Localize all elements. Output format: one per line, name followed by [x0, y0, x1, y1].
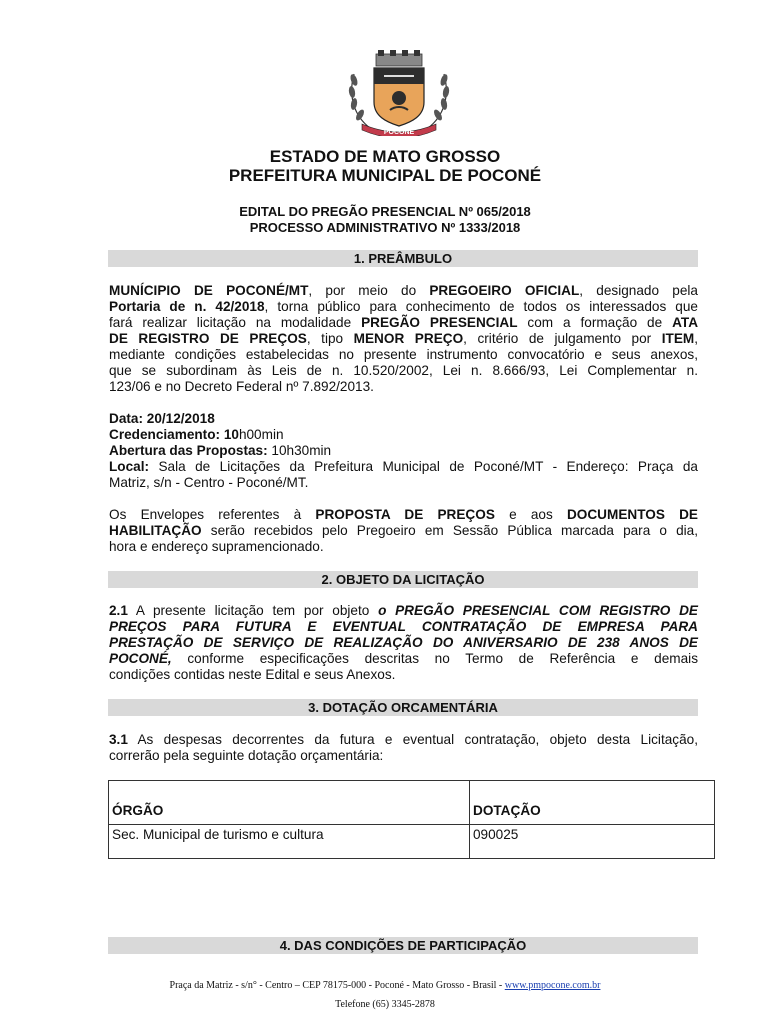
table-header-orgao: ÓRGÃO — [109, 781, 470, 825]
local-line-2: Matriz, s/n - Centro - Poconé/MT. — [109, 475, 309, 490]
dotacao-line: 3.1 As despesas decorrentes da futura e eventual contratação, objeto desta Licitação, — [109, 732, 698, 747]
section-heading-dotacao: 3. DOTAÇÃO ORCAMENTÁRIA — [108, 699, 698, 716]
preambulo-line: MUNÍCIPIO DE POCONÉ/MT, por meio do PREGOEIRO OFICIAL, designado pela — [109, 283, 698, 298]
section-heading-preambulo: 1. PREÂMBULO — [108, 250, 698, 267]
envelopes-line: HABILITAÇÃO serão recebidos pelo Pregoeiro em Sessão Pública marcada para o dia, — [109, 523, 698, 538]
section-heading-condicoes: 4. DAS CONDIÇÕES DE PARTICIPAÇÃO — [108, 937, 698, 954]
envelopes-line: Os Envelopes referentes à PROPOSTA DE PREÇOS e aos DOCUMENTOS DE — [109, 507, 698, 522]
processo-title: PROCESSO ADMINISTRATIVO Nº 1333/2018 — [249, 220, 521, 235]
footer-phone: Telefone (65) 3345-2878 — [335, 999, 435, 1010]
objeto-line: PREÇOS PARA FUTURA E EVENTUAL CONTRATAÇÃO DE EMPRESA PARA — [109, 619, 698, 634]
state-title: ESTADO DE MATO GROSSO — [269, 147, 501, 166]
dotacao-line: correrão pela seguinte dotação orçamentária: — [109, 748, 384, 763]
table-header-row — [109, 781, 715, 825]
edital-title: EDITAL DO PREGÃO PRESENCIAL Nº 065/2018 — [239, 204, 531, 219]
table-header-dotacao: DOTAÇÃO — [470, 781, 715, 825]
table-row — [109, 825, 715, 859]
dotacao-table — [108, 780, 715, 859]
objeto-line: PRESTAÇÃO DE SERVIÇO DE REALIZAÇÃO DO ANIVERSARIO DE 238 ANOS DE — [109, 635, 698, 650]
table-cell-dotacao: 090025 — [470, 825, 715, 859]
objeto-line: condições contidas neste Edital e seus Anexos. — [109, 667, 396, 682]
credenciamento-line: Credenciamento: 10h00min — [109, 427, 284, 442]
objeto-line: 2.1 A presente licitação tem por objeto o PREGÃO PRESENCIAL COM REGISTRO DE — [109, 603, 698, 618]
preambulo-line: fará realizar licitação na modalidade PREGÃO PRESENCIAL com a formação de ATA — [109, 315, 699, 330]
preambulo-line: DE REGISTRO DE PREÇOS, tipo MENOR PREÇO, critério de julgamento por ITEM, — [109, 331, 699, 346]
website-link[interactable]: www.pmpocone.com.br — [504, 980, 601, 991]
preambulo-line: 123/06 e no Decreto Federal nº 7.892/2013. — [109, 379, 374, 394]
section-heading-objeto: 2. OBJETO DA LICITAÇÃO — [108, 571, 698, 588]
logo-ribbon-text: POCONÉ — [383, 129, 415, 136]
footer-address: Praça da Matriz - s/n° - Centro – CEP 78175-000 - Poconé - Mato Grosso - Brasil - www.pmpocone.com.br — [169, 980, 601, 991]
coat-of-arms-logo — [340, 50, 458, 136]
preambulo-line: Portaria de n. 42/2018, torna público para conhecimento de todos os interessados que — [109, 299, 698, 314]
local-line: Local: Sala de Licitações da Prefeitura Municipal de Poconé/MT - Endereço: Praça da — [109, 459, 698, 474]
table-cell-orgao: Sec. Municipal de turismo e cultura — [109, 825, 470, 859]
city-hall-title: PREFEITURA MUNICIPAL DE POCONÉ — [228, 166, 542, 185]
abertura-line: Abertura das Propostas: 10h30min — [109, 443, 332, 458]
objeto-line: POCONÉ, conforme especificações descritas no Termo de Referência e demais — [109, 651, 698, 666]
preambulo-line: que se subordinam às Leis de n. 10.520/2002, Lei n. 8.666/93, Lei Complementar n. — [109, 363, 698, 378]
envelopes-line: hora e endereço supramencionado. — [109, 539, 324, 554]
session-date: Data: 20/12/2018 — [109, 411, 215, 426]
preambulo-line: mediante condições estabelecidas no presente instrumento convocatório e seus anexos, — [109, 347, 698, 362]
